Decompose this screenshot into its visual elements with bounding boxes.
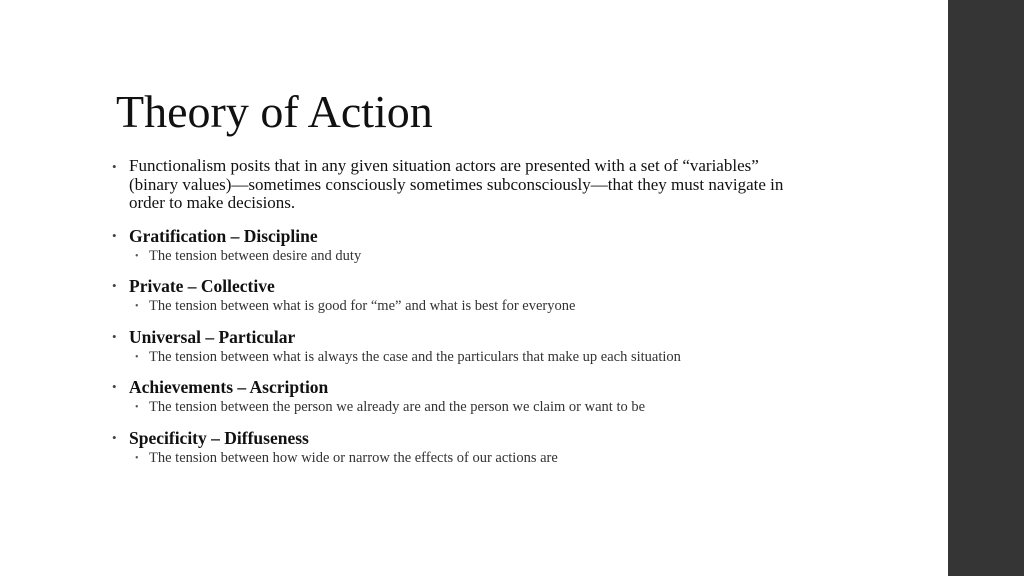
sub-bullet-dot-icon: • [135, 250, 139, 262]
bullet-dot-icon: • [112, 159, 117, 174]
sub-bullet-text: The tension between the person we already are and the person we claim or want to be [149, 399, 646, 415]
bullet-dot-icon: • [112, 227, 117, 243]
bullet-dot-icon: • [112, 328, 117, 344]
bullet-heading: Achievements – Ascription [129, 377, 329, 397]
sub-bullet [135, 451, 812, 467]
sub-bullet-text: The tension between how wide or narrow the effects of our actions are [149, 449, 558, 466]
sub-bullet-dot-icon: • [135, 301, 139, 312]
intro-text: Functionalism posits that in any given situation actors are presented with a set of “variables” (binary values)—sometimes consciously sometimes subconsciously—that they must navigate in order to make decisions. [129, 156, 784, 212]
bullet-heading: Private – Collective [129, 276, 275, 296]
sub-bullet [135, 400, 812, 416]
bullet-list [112, 157, 812, 478]
intro-bullet [112, 157, 812, 213]
sub-bullet [135, 249, 812, 265]
bullet-heading: Gratification – Discipline [129, 225, 318, 246]
sub-bullet-dot-icon: • [135, 452, 139, 464]
sub-bullet-text: The tension between desire and duty [149, 247, 362, 264]
bullet-group-universal [112, 327, 812, 366]
sub-bullet-dot-icon: • [135, 351, 139, 363]
side-accent-bar [948, 0, 1024, 576]
sub-bullet-text: The tension between what is always the case and the particulars that make up each situation [149, 348, 681, 365]
bullet-group-private [112, 276, 812, 315]
sub-bullet-text: The tension between what is good for “me” and what is best for everyone [149, 298, 576, 314]
bullet-dot-icon: • [112, 278, 117, 293]
bullet-heading: Specificity – Diffuseness [129, 427, 309, 448]
bullet-heading: Universal – Particular [129, 326, 296, 347]
bullet-group-specificity [112, 428, 812, 467]
bullet-dot-icon: • [112, 429, 117, 445]
bullet-dot-icon: • [112, 379, 117, 394]
bullet-group-achievements [112, 377, 812, 416]
bullet-group-gratification [112, 226, 812, 265]
sub-bullet [135, 299, 812, 315]
slide-title: Theory of Action [116, 86, 433, 137]
sub-bullet [135, 350, 812, 366]
sub-bullet-dot-icon: • [135, 402, 139, 413]
